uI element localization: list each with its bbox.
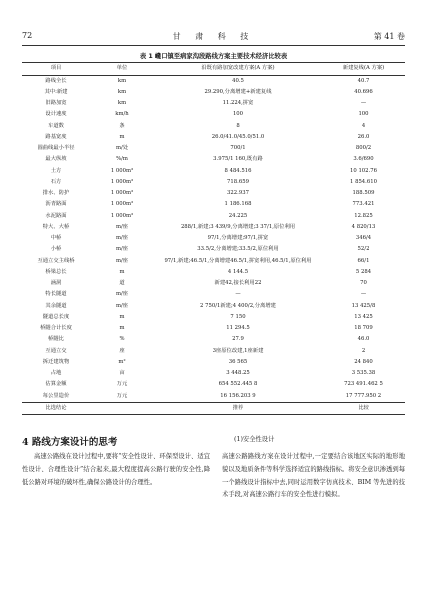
cell-plan-a: 288/1,新建;3 439/9,分离增建;3 37/1,原位利用	[180, 223, 296, 230]
table-row	[22, 335, 405, 346]
cell-plan-a: 11 294.5	[226, 325, 250, 332]
cell-unit: m	[119, 313, 125, 320]
cell-item: 排水、防护	[42, 190, 70, 197]
section-heading: 4 路线方案设计的思考	[22, 437, 118, 448]
table-row	[22, 256, 405, 267]
cell-plan-new: 52/2	[357, 246, 370, 253]
table-caption: 表 1 巉口镇至病家沟段路线方案主要技术经济比较表	[139, 53, 288, 60]
cell-plan-new: —	[360, 291, 367, 298]
table-row	[22, 177, 405, 188]
table-row	[22, 380, 405, 391]
cell-plan-a: 33.5/2,分离增建;33.5/2,原位利用	[197, 246, 279, 253]
cell-item: 涵洞	[50, 280, 62, 287]
cell-plan-new: 5 284	[355, 268, 372, 275]
cell-unit: 条	[119, 122, 125, 129]
cell-plan-a: 718.659	[227, 178, 249, 185]
subsection-paragraph: 高速公路路线方案在设计过程中,一定要结合该地区实际的地形地貌以及地质条件等科学选择适宜的路线指标。将安全意识渗透到每一个路线设计指标中去,同时运用数字仿真技术、BIM 等先进的技术手段,对高速公路行车的安全性进行模拟。	[222, 453, 405, 499]
cell-plan-new: 4	[361, 122, 366, 129]
cell-plan-a: 40.5	[232, 77, 244, 84]
table-body	[22, 76, 405, 415]
table-row	[22, 245, 405, 256]
table-row	[22, 211, 405, 222]
cell-plan-new: 18 709	[354, 325, 373, 332]
cell-item: 设计速度	[45, 111, 67, 118]
cell-plan-new: 773.421	[352, 201, 375, 208]
table-row	[22, 121, 405, 132]
cell-unit: m/座	[115, 257, 129, 264]
cell-unit: 1 000m³	[110, 167, 134, 174]
cell-unit: m	[119, 325, 125, 332]
cell-plan-new: 3.6/690	[353, 156, 374, 163]
cell-unit: km	[117, 77, 127, 84]
cell-unit: 1 000m³	[110, 212, 134, 219]
comparison-table	[22, 62, 405, 415]
cell-plan-a: 8	[236, 122, 240, 129]
cell-plan-new: 10 102.76	[350, 167, 377, 174]
cell-item: 小桥	[50, 246, 62, 253]
cell-plan-a: 3.975/1 160,既有路	[213, 156, 263, 163]
cell-unit: 万元	[116, 381, 128, 388]
cell-plan-a: 322.937	[227, 190, 249, 197]
cell-plan-new: 40.7	[357, 77, 370, 84]
table-row	[22, 222, 405, 233]
cell-unit: 1 000m³	[110, 190, 134, 197]
cell-plan-a: 24.225	[228, 212, 248, 219]
table-row	[22, 99, 405, 110]
cell-item: 桥梁总长	[45, 268, 67, 275]
cell-unit: m²	[118, 358, 126, 365]
table-row	[22, 144, 405, 155]
cell-plan-new: 46.0	[357, 336, 370, 343]
table-row	[22, 166, 405, 177]
cell-item: 土方	[50, 167, 62, 174]
cell-item: 隧道总长度	[42, 313, 70, 320]
cell-unit: m	[119, 268, 125, 275]
cell-unit: km/h	[115, 111, 129, 118]
cell-plan-new: 2	[361, 347, 366, 354]
cell-plan-new: 723 491.462 5	[344, 381, 383, 388]
table-row	[22, 391, 405, 403]
cell-unit: m/处	[115, 145, 129, 152]
cell-item: 每公里造价	[42, 392, 70, 399]
table-row	[22, 369, 405, 380]
cell-item: 占地	[50, 370, 62, 377]
cell-plan-new: 13 425	[354, 313, 373, 320]
cell-item: 特大、大桥	[42, 223, 70, 230]
cell-item: 拆迁建筑物	[42, 358, 70, 365]
cell-plan-new: 66/1	[357, 257, 370, 264]
cell-plan-a: 新建42,接长利用22	[214, 280, 262, 287]
cell-item: 路基宽度	[45, 133, 67, 140]
table-row	[22, 132, 405, 143]
table-footer-row	[22, 403, 405, 415]
cell-plan-new: —	[360, 100, 367, 107]
cell-unit: m/座	[115, 235, 129, 242]
cell-unit: 万元	[116, 392, 128, 399]
table-header-row	[22, 63, 405, 76]
cell-unit: 1 000m³	[110, 201, 134, 208]
cell-item: 路线全长	[45, 77, 67, 84]
cell-item: 其中:新建	[44, 88, 68, 95]
table-row	[22, 76, 405, 88]
table-row	[22, 267, 405, 278]
cell-item: 圆曲线最小半径	[37, 145, 75, 152]
table-row	[22, 87, 405, 98]
table-row	[22, 279, 405, 290]
subsection-heading: (1)安全性设计	[234, 436, 275, 443]
cell-plan-a: 654 552.445 8	[218, 381, 258, 388]
cell-item: 旧路加宽	[45, 100, 67, 107]
header-plan-a: 沿既有路加宽改建方案(A 方案)	[154, 63, 322, 76]
cell-plan-a: 100	[232, 111, 244, 118]
cell-unit: %/m	[116, 156, 128, 163]
cell-plan-new: 17 777.950 2	[345, 392, 382, 399]
cell-plan-new: 1 854.610	[350, 178, 377, 185]
cell-plan-new: 26.0	[357, 133, 370, 140]
table-row	[22, 312, 405, 323]
cell-plan-a: 27.9	[232, 336, 244, 343]
header-plan-new: 新建复线(A 方案)	[322, 63, 405, 76]
cell-item: 互通立交	[45, 347, 67, 354]
table-row	[22, 189, 405, 200]
volume-label: 第 41 卷	[373, 32, 405, 41]
cell-plan-a: 4 144.5	[227, 268, 249, 275]
cell-plan-a: 7 150	[230, 313, 246, 320]
cell-unit: 道	[119, 280, 125, 287]
cell-plan-new: 4 820/13	[351, 223, 376, 230]
table-row	[22, 357, 405, 368]
cell-plan-a: 97/1,分离增建;97/1,拼宽	[207, 235, 269, 242]
cell-item: 桥隧合计长度	[40, 325, 72, 332]
header-item: 项目	[22, 63, 90, 76]
cell-unit: m/座	[115, 291, 129, 298]
cell-plan-new: 100	[358, 111, 369, 118]
cell-plan-new: 346/4	[355, 235, 372, 242]
cell-unit: km	[117, 100, 127, 107]
cell-plan-new: 3 535.38	[351, 370, 376, 377]
cell-plan-a: 700/1	[230, 145, 246, 152]
cell-plan-a: 29.290,分离增建+新建复线	[204, 88, 272, 95]
cell-unit: 1 000m³	[110, 178, 134, 185]
table-row	[22, 200, 405, 211]
cell-unit: %	[119, 336, 125, 343]
cell-plan-a: 1 186.168	[224, 201, 252, 208]
cell-unit: 座	[119, 347, 125, 354]
footer-plan-new: 比较	[322, 403, 405, 415]
cell-unit: km	[117, 88, 127, 95]
cell-item: 最大纵坡	[45, 156, 67, 163]
header-unit: 单位	[90, 63, 154, 76]
cell-plan-new: 188.509	[352, 190, 375, 197]
cell-unit: 亩	[119, 370, 125, 377]
table-row	[22, 290, 405, 301]
cell-unit: m/座	[115, 223, 129, 230]
cell-item: 其余隧道	[45, 302, 67, 309]
cell-plan-a: 26.0/41.0/45.0/51.0	[211, 133, 265, 140]
table-row	[22, 346, 405, 357]
cell-plan-a: —	[235, 291, 241, 298]
footer-plan-a: 推荐	[154, 403, 322, 415]
cell-unit: m/座	[115, 246, 129, 253]
journal-title: 甘 肃 科 技	[172, 32, 255, 41]
cell-plan-a: 2 750/1新建;4 400/2,分离增建	[200, 302, 276, 309]
cell-item: 石方	[50, 178, 62, 185]
cell-unit: m/座	[115, 302, 129, 309]
cell-plan-new: 70	[360, 280, 367, 287]
cell-item: 互通立交主线桥	[37, 257, 75, 264]
cell-plan-new: 24 840	[354, 358, 373, 365]
cell-item: 桥隧比	[48, 336, 64, 343]
cell-item: 水泥路面	[45, 212, 67, 219]
cell-plan-new: 800/2	[355, 145, 372, 152]
table-row	[22, 301, 405, 312]
cell-item: 中桥	[50, 235, 62, 242]
table-row	[22, 155, 405, 166]
cell-plan-a: 16 156.203 9	[220, 392, 256, 399]
cell-item: 特长隧道	[45, 291, 67, 298]
footer-unit	[90, 403, 154, 415]
cell-plan-new: 13 425/8	[351, 302, 376, 309]
table-row	[22, 234, 405, 245]
header-rule	[22, 45, 405, 46]
cell-plan-a: 11.224,拼宽	[222, 100, 254, 107]
page-number: 72	[22, 31, 33, 40]
cell-item: 估算金额	[45, 381, 67, 388]
cell-plan-a: 97/1,新建;46.5/1,分离增建46.5/1,拼宽利用,46.5/1,原位利用	[164, 257, 312, 264]
cell-plan-a: 3座原位改建,1座新建	[212, 347, 264, 354]
footer-conclusion: 比选结论	[22, 403, 90, 415]
cell-item: 沥青路面	[45, 201, 67, 208]
cell-item: 车道数	[48, 122, 64, 129]
table-row	[22, 110, 405, 121]
cell-unit: m	[119, 133, 125, 140]
table-row	[22, 324, 405, 335]
cell-plan-a: 3 448.25	[226, 370, 250, 377]
cell-plan-new: 40.696	[354, 88, 373, 95]
page-header	[22, 31, 405, 43]
cell-plan-a: 8 484.516	[224, 167, 252, 174]
cell-plan-new: 12.825	[354, 212, 373, 219]
cell-plan-a: 36 565	[228, 358, 248, 365]
section-paragraph: 高速公路线在设计过程中,要将“安全性设计、环保型设计、适宜性设计、合理性设计”结合起来,最大程度提高公路行驶的安全性,降低公路对环境的破坏性,确保公路设计的合理性。	[22, 453, 210, 486]
